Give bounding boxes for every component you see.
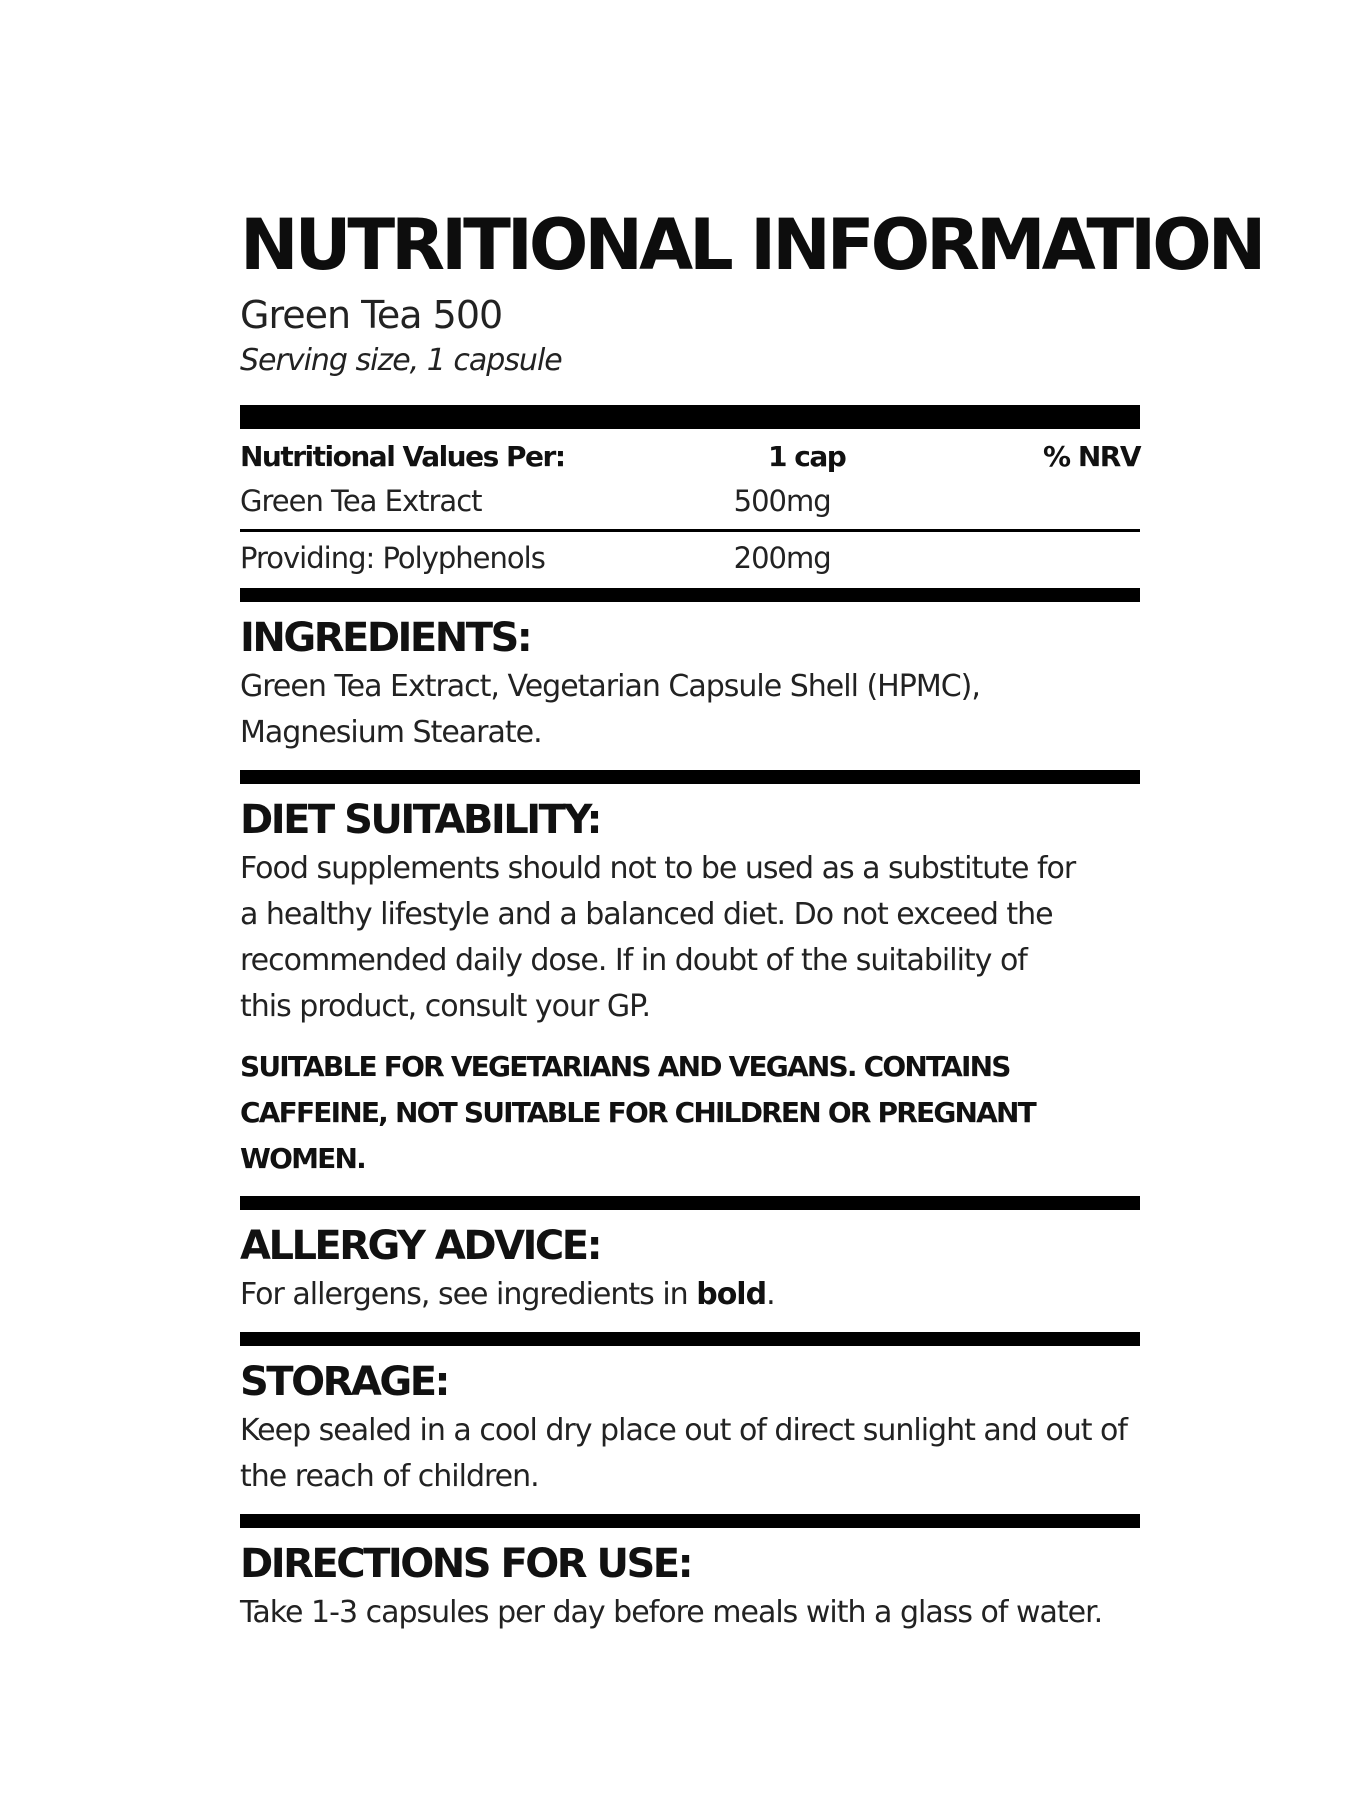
serving-size: Serving size, 1 capsule: [240, 343, 562, 378]
nutrition-table: [240, 437, 1140, 580]
storage-text: Keep sealed in a cool dry place out of direct sunlight and out of the reach of children.: [240, 1413, 1127, 1494]
directions-text: Take 1-3 capsules per day before meals with a glass of water.: [240, 1595, 1103, 1630]
divider: [240, 770, 1140, 784]
allergy-bold-word: bold: [696, 1277, 767, 1312]
table-cell: [1011, 479, 1140, 523]
table-header: [240, 437, 1140, 477]
column-header: Nutritional Values Per:: [240, 440, 565, 473]
divider: [240, 588, 1140, 602]
column-header: 1 cap: [768, 440, 846, 473]
table-row: [240, 479, 1140, 523]
divider: [240, 1514, 1140, 1528]
allergy-text-end: .: [766, 1277, 775, 1312]
ingredients-section: [240, 614, 1140, 756]
section-heading: INGREDIENTS:: [240, 615, 531, 661]
nutrition-label: [240, 204, 1263, 1650]
table-cell: Green Tea Extract: [240, 484, 482, 518]
product-name: Green Tea 500: [240, 293, 503, 337]
ingredients-text: Green Tea Extract, Vegetarian Capsule Shell (HPMC), Magnesium Stearate.: [240, 669, 980, 750]
table-row: [240, 536, 1140, 580]
divider: [240, 1196, 1140, 1210]
table-cell: Providing: Polyphenols: [240, 541, 545, 575]
column-header: % NRV: [1043, 440, 1140, 473]
table-cell: [1011, 536, 1140, 580]
diet-text: Food supplements should not to be used as a substitute for a healthy lifestyle and a balanced diet. Do not exceed the recommended daily dose. If in doubt of the suitability of this product, consult your GP.: [240, 851, 1076, 1024]
allergy-text: [240, 1272, 1140, 1318]
storage-section: [240, 1358, 1140, 1500]
page-title: NUTRITIONAL INFORMATION: [240, 204, 1263, 286]
table-cell: 500mg: [733, 484, 831, 518]
divider: [240, 1332, 1140, 1346]
section-heading: STORAGE:: [240, 1359, 449, 1405]
section-heading: DIET SUITABILITY:: [240, 797, 600, 843]
section-heading: DIRECTIONS FOR USE:: [240, 1541, 692, 1587]
section-heading: ALLERGY ADVICE:: [240, 1223, 601, 1269]
directions-section: [240, 1540, 1140, 1636]
allergy-text-start: For allergens, see ingredients in: [240, 1277, 697, 1312]
diet-section: [240, 796, 1140, 1182]
row-divider: [240, 529, 1140, 532]
table-cell: 200mg: [733, 541, 831, 575]
divider: [240, 405, 1140, 429]
allergy-section: [240, 1222, 1140, 1318]
diet-warning: SUITABLE FOR VEGETARIANS AND VEGANS. CONTAINS CAFFEINE, NOT SUITABLE FOR CHILDREN OR PREGNANT WOMEN.: [240, 1050, 1035, 1175]
